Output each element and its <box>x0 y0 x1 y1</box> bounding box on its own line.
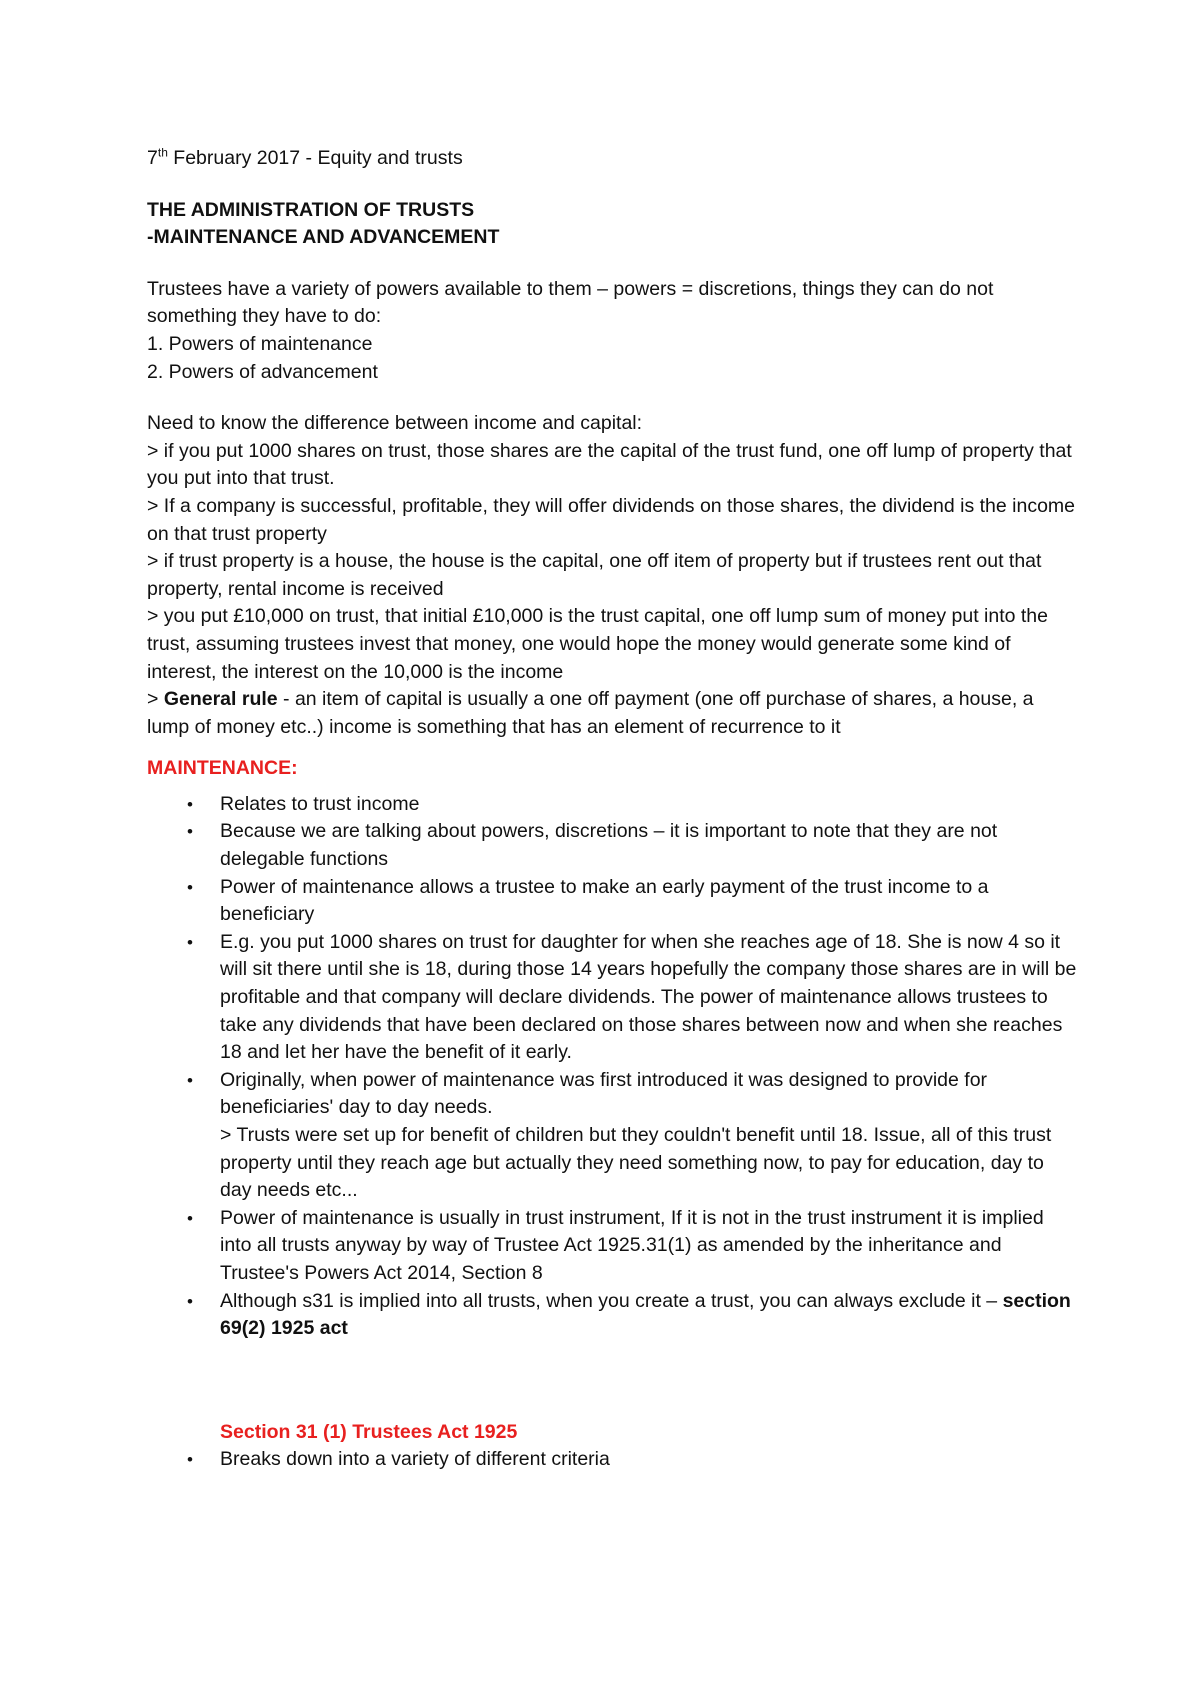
general-rule-prefix: > <box>147 688 164 711</box>
maintenance-heading: MAINTENANCE: <box>147 757 298 780</box>
list-item <box>147 818 1077 873</box>
bullet-text: E.g. you put 1000 shares on trust for daughter for when she reaches age of 18. She is now 4 so it will sit there until she is 18, during those 14 years hopefully the company those shares are in will be profitable and that company will declare dividends. The power of maintenance allows trustees to take any dividends that have been declared on those shares between now and when she reaches 18 and let her have the benefit of it early. <box>220 930 1077 1064</box>
list-item <box>147 1446 1077 1474</box>
date-day: 7 <box>147 147 158 169</box>
income-capital-point: > If a company is successful, profitable, they will offer dividends on those shares, the dividend is the income on that trust property <box>147 494 1076 545</box>
bullet-icon: • <box>187 1291 193 1311</box>
bullet-text: Relates to trust income <box>220 792 420 815</box>
income-capital-point: > if trust property is a house, the house is the capital, one off item of property but if trustees rent out that property, rental income is received <box>147 550 1042 600</box>
section-31-bullet-list <box>147 1446 1077 1474</box>
date-suffix: th <box>157 145 168 160</box>
bullet-text: Power of maintenance allows a trustee to make an early payment of the trust income to a beneficiary <box>220 875 989 926</box>
general-rule-label: General rule <box>163 688 278 711</box>
general-rule-point <box>147 686 1077 741</box>
bullet-icon: • <box>187 794 193 814</box>
document-page <box>147 145 1077 1474</box>
intro-text: Trustees have a variety of powers available to them – powers = discretions, things they can do not something they have to do: <box>147 277 994 328</box>
general-rule-text: - an item of capital is usually a one off payment (one off purchase of shares, a house, a lump of money etc..) income is something that has an element of recurrence to it <box>147 688 1034 738</box>
section-31-heading: Section 31 (1) Trustees Act 1925 <box>220 1420 518 1443</box>
list-item <box>147 791 1077 819</box>
bullet-subtext: > Trusts were set up for benefit of children but they couldn't benefit until 18. Issue, all of this trust property until they reach age but actually they need something now, to pay for education, day to day needs etc... <box>220 1124 1052 1202</box>
list-item <box>147 929 1077 1067</box>
list-item <box>147 1205 1077 1288</box>
intro-item-1: 1. Powers of maintenance <box>147 332 373 355</box>
bullet-text: Breaks down into a variety of different criteria <box>220 1448 610 1471</box>
bullet-text: Although s31 is implied into all trusts, when you create a trust, you can always exclude it – <box>220 1289 1003 1312</box>
bullet-icon: • <box>187 877 193 897</box>
list-item <box>147 1067 1077 1205</box>
bullet-text: Power of maintenance is usually in trust instrument, If it is not in the trust instrument it is implied into all trusts anyway by way of Trustee Act 1925.31(1) as amended by the inheritance and Trustee's Powers Act 2014, Section 8 <box>220 1206 1044 1284</box>
bullet-bold-reference: section 69(2) 1925 act <box>220 1289 1071 1340</box>
income-capital-point: > you put £10,000 on trust, that initial £10,000 is the trust capital, one off lump sum of money put into the trust, assuming trustees invest that money, one would hope the money would generate some kind of interest, the interest on the 10,000 is the income <box>147 605 1048 683</box>
date-line <box>147 145 1077 173</box>
maintenance-bullet-list <box>147 791 1077 1343</box>
bullet-icon: • <box>187 1208 193 1228</box>
date-rest: February 2017 - Equity and trusts <box>167 147 463 169</box>
income-capital-point: > if you put 1000 shares on trust, those shares are the capital of the trust fund, one off lump of property that you put into that trust. <box>147 439 1072 490</box>
income-capital-section <box>147 410 1077 741</box>
income-capital-lead: Need to know the difference between income and capital: <box>147 412 643 435</box>
title-line-2: -MAINTENANCE AND ADVANCEMENT <box>147 226 500 249</box>
bullet-icon: • <box>187 1070 193 1090</box>
intro-section <box>147 276 1077 386</box>
list-item <box>147 1288 1077 1343</box>
intro-item-2: 2. Powers of advancement <box>147 360 378 383</box>
title-line-1: THE ADMINISTRATION OF TRUSTS <box>147 198 475 221</box>
bullet-icon: • <box>187 822 193 842</box>
bullet-icon: • <box>187 932 193 952</box>
bullet-icon: • <box>187 1450 193 1470</box>
list-item <box>147 874 1077 929</box>
document-title <box>147 197 1077 252</box>
bullet-text: Originally, when power of maintenance was first introduced it was designed to provide for beneficiaries' day to day needs. <box>220 1068 988 1119</box>
bullet-text: Because we are talking about powers, discretions – it is important to note that they are not delegable functions <box>220 820 998 871</box>
